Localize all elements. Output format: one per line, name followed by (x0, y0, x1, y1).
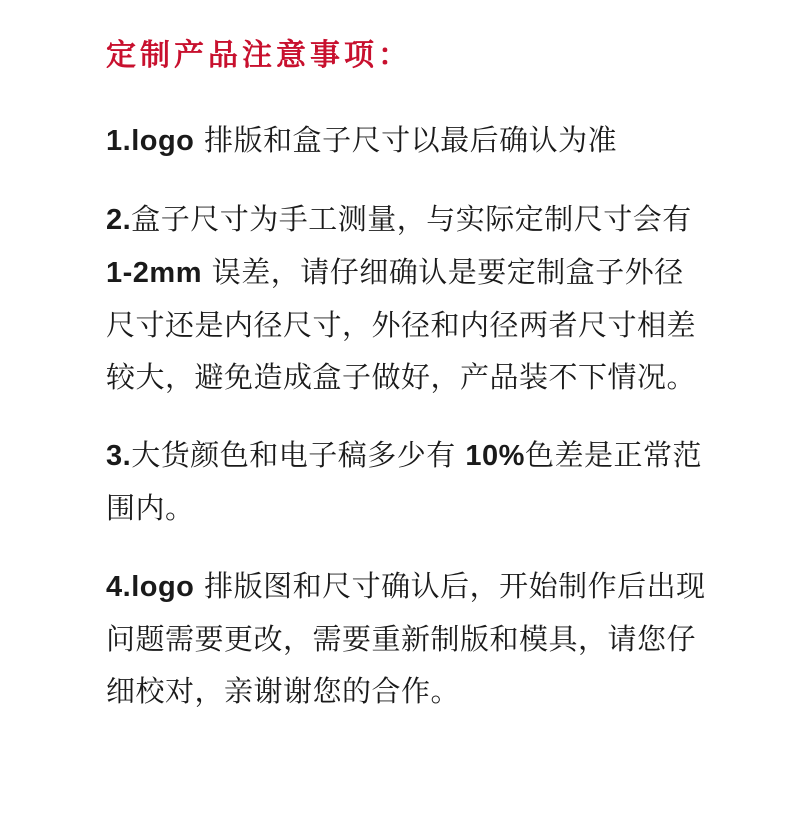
notice-title: 定制产品注意事项： (106, 38, 412, 73)
notice-item (106, 114, 706, 167)
notice-item-text: 排版和盒子尺寸以最后确认为准 (194, 123, 618, 157)
notice-item-number: 4. (106, 571, 132, 603)
notice-item-emphasis: logo (131, 571, 195, 603)
notice-item-emphasis: logo (131, 125, 195, 157)
notice-document (106, 34, 706, 743)
notice-list (106, 114, 706, 717)
notice-item-number: 3. (106, 440, 132, 472)
notice-item (106, 429, 706, 534)
notice-item-text: 色差是正常范围内。 (106, 438, 702, 525)
notice-item-text: 盒子尺寸为手工测量，与实际定制尺寸会有 (131, 202, 692, 236)
notice-item-number: 1. (106, 125, 132, 157)
notice-item-text: 误差，请仔细确认是要定制盒子外径尺寸还是内径尺寸，外径和内径两者尺寸相差较大，避免造成盒子做好，产品装不下情况。 (106, 255, 697, 394)
notice-item-text: 大货颜色和电子稿多少有 (131, 438, 466, 472)
notice-item-emphasis: 10% (465, 440, 525, 472)
notice-item (106, 560, 706, 717)
notice-item-emphasis: 1-2mm (106, 257, 202, 289)
notice-item-text: 排版图和尺寸确认后，开始制作后出现问题需要更改，需要重新制版和模具，请您仔细校对，亲谢谢您的合作。 (106, 569, 706, 708)
notice-item-number: 2. (106, 204, 132, 236)
notice-item (106, 193, 706, 403)
